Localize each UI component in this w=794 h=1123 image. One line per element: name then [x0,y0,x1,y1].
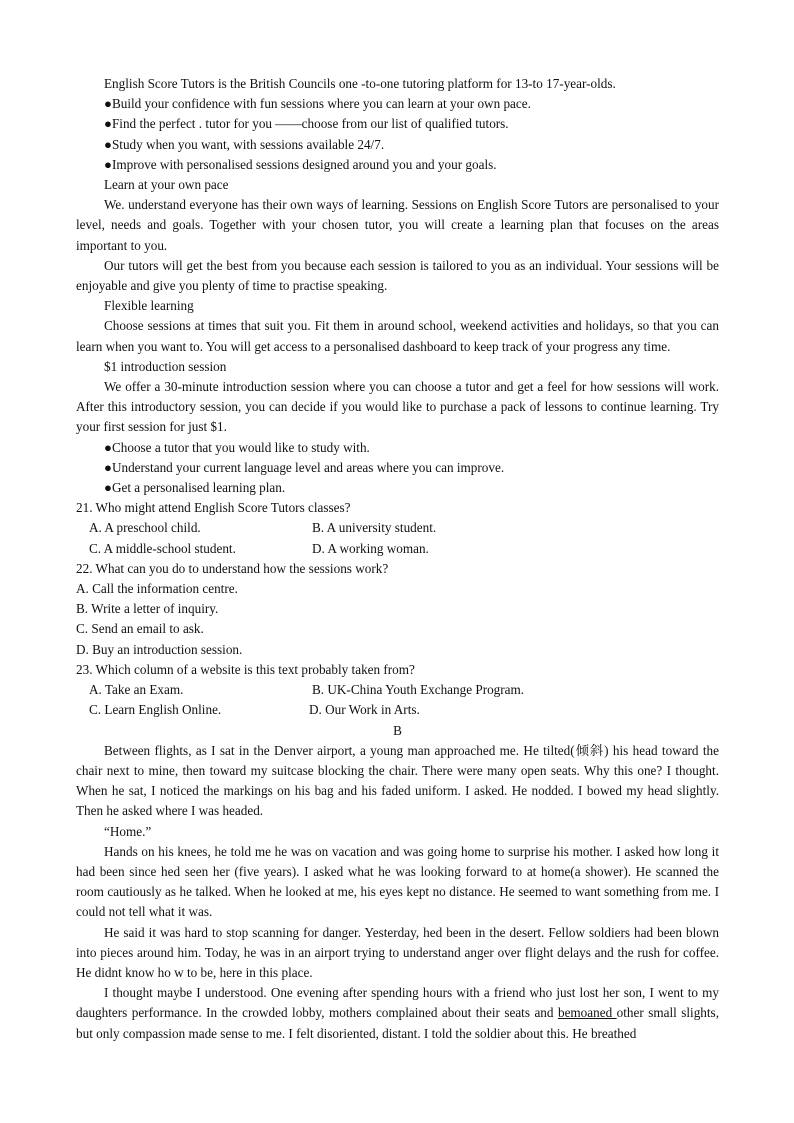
option-a: A. Call the information centre. [76,581,238,597]
question-23-stem: 23. Which column of a website is this text probably taken from? [76,661,415,677]
option-d: D. Buy an introduction session. [76,641,243,657]
option-d: D. Our Work in Arts. [309,702,420,718]
paragraph: He said it was hard to stop scanning for danger. Yesterday, hed been in the desert. Fellow soldiers had been blown into pieces around him. Today, he was in an airport trying to understand anger over flight delays and the rush for coffee. He didnt know ho w to be, here in this place. [76,924,719,980]
text-run: other small slights, but only compassion made sense to me. I felt disoriented, distant. I told the soldier about this. He breathed [76,1005,719,1041]
question-23-options-row-1 [76,680,719,700]
option-b: B. UK-China Youth Exchange Program. [312,682,525,698]
paragraph: Choose sessions at times that suit you. Fit them in around school, weekend activities and holidays, so that you can learn when you want to. You will get access to a personalised dashboard to keep track of your progress any time. [76,318,719,354]
paragraph: Hands on his knees, he told me he was on vacation and was going home to surprise his mother. I asked how long it had been since hed seen her (five years). I asked what he was looking forward to at home(a shower). He scanned the room cautiously as he talked. When he looked at me, his eyes kept no distance. He seemed to want something from me. I could not tell what it was. [76,843,719,920]
option-c: C. Learn English Online. [89,702,222,718]
bullet-item: ●Build your confidence with fun sessions where you can learn at your own pace. [104,96,531,112]
option-c: C. A middle-school student. [89,540,236,556]
paragraph: Between flights, as I sat in the Denver airport, a young man approached me. He tilted(倾斜) his head toward the chair next to mine, then toward my suitcase blocking the chair. There were many open seats. Why this one? I thought. When he sat, I noticed the markings on his bag and his faded uniform. I asked. He nodded. I bowed my head slightly. Then he asked where I was headed. [76,742,719,819]
text-run: I thought maybe I understood. One evening after spending hours with a friend who just lost her son, I went to my daughters performance. In the crowded lobby, mothers complained about their seats and [76,985,719,1021]
option-b: B. A university student. [312,520,437,536]
bullet-item: ●Study when you want, with sessions available 24/7. [104,136,385,152]
question-21-options-row-2 [76,539,719,559]
passage-a-intro: English Score Tutors is the British Councils one -to-one tutoring platform for 13-to 17-year-olds. [104,76,616,91]
bullet-item: ●Get a personalised learning plan. [104,480,286,496]
option-c: C. Send an email to ask. [76,621,204,637]
paragraph: “Home.” [104,823,152,839]
subheading-flexible: Flexible learning [104,298,194,314]
question-21-options-row-1 [76,518,719,538]
question-21-stem: 21. Who might attend English Score Tutors classes? [76,500,351,516]
underlined-word: bemoaned [557,1005,617,1021]
option-a: A. A preschool child. [89,520,201,536]
paragraph: We offer a 30-minute introduction session where you can choose a tutor and get a feel for how sessions will work. After this introductory session, you can decide if you would like to purchase a pack of lessons to continue learning. Try your first session for just $1. [76,379,719,435]
paragraph: Our tutors will get the best from you because each session is tailored to you as an individual. Your sessions will be enjoyable and give you plenty of time to practise speaking. [76,257,719,294]
bullet-item: ●Find the perfect . tutor for you ——choose from our list of qualified tutors. [104,116,509,132]
bullet-item: ●Improve with personalised sessions designed around you and your goals. [104,156,497,172]
question-23-options-row-2 [76,700,719,720]
page-content [76,74,719,1044]
option-d: D. A working woman. [312,540,429,556]
paragraph [76,983,719,1044]
subheading-pace: Learn at your own pace [104,177,229,193]
bullet-item: ●Choose a tutor that you would like to study with. [104,439,370,455]
paragraph: We. understand everyone has their own ways of learning. Sessions on English Score Tutors are personalised to your level, needs and goals. Together with your chosen tutor, you will create a learning plan that focuses on the areas important to you. [76,197,719,253]
option-b: B. Write a letter of inquiry. [76,601,219,617]
subheading-introduction: $1 introduction session [104,358,227,374]
section-label-b: B [393,722,402,738]
option-a: A. Take an Exam. [89,682,184,698]
question-22-stem: 22. What can you do to understand how the sessions work? [76,560,389,576]
bullet-item: ●Understand your current language level and areas where you can improve. [104,459,505,475]
